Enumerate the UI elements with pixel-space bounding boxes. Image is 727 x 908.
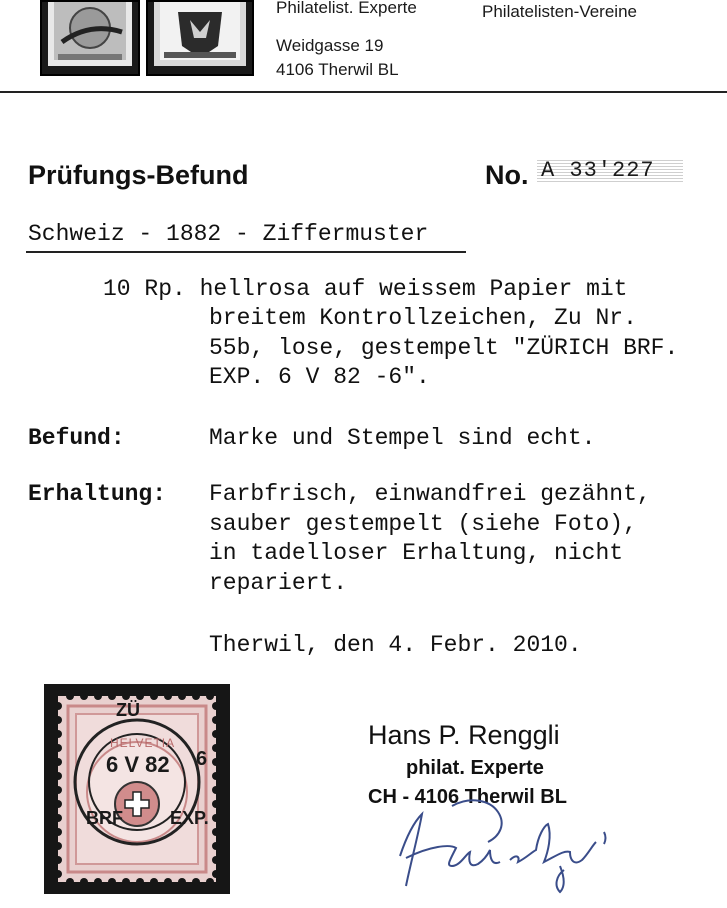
certificate-number-label: No.: [485, 160, 529, 190]
expert-name: Hans P. Renggli: [368, 720, 560, 750]
cancel-number-text: 6: [196, 748, 208, 770]
stamp-photo: [44, 684, 230, 894]
erhaltung-label: Erhaltung:: [28, 481, 167, 507]
stamp-thumbnail-right-icon: [148, 2, 252, 74]
description-line: breitem Kontrollzeichen, Zu Nr.: [209, 305, 637, 331]
erhaltung-line: repariert.: [209, 569, 348, 596]
header-city: 4106 Therwil BL: [276, 60, 399, 79]
handwritten-signature-icon: [360, 796, 620, 896]
befund-label: Befund:: [28, 425, 125, 451]
header-association: Philatelisten-Vereine: [482, 2, 637, 21]
cancel-date-text: 6 V 82: [106, 752, 170, 777]
header-street: Weidgasse 19: [276, 36, 384, 55]
header-divider: [0, 91, 727, 93]
header-stamp-thumbnail-right: [146, 0, 254, 76]
description-block-continued: [209, 304, 678, 393]
befund-text: Marke und Stempel sind echt.: [209, 425, 596, 451]
description-line: 55b, lose, gestempelt "ZÜRICH BRF.: [209, 334, 679, 361]
certificate-title: Prüfungs-Befund: [28, 160, 249, 190]
erhaltung-line: Farbfrisch, einwandfrei gezähnt,: [209, 481, 651, 507]
header-stamp-thumbnail-left: [40, 0, 140, 76]
description-line: 10 Rp. hellrosa auf weissem Papier mit: [103, 276, 628, 302]
expert-title: philat. Experte: [406, 757, 544, 779]
description-block: [103, 275, 628, 305]
certificate-number-value: A 33'227: [537, 158, 683, 184]
header-expert-title: Philatelist. Experte: [276, 0, 417, 17]
stamp-text: HELVETIA: [110, 736, 176, 750]
erhaltung-line: sauber gestempelt (siehe Foto),: [209, 510, 637, 537]
place-date: Therwil, den 4. Febr. 2010.: [209, 632, 582, 658]
expert-address: CH - 4106 Therwil BL: [368, 786, 567, 808]
stamp-thumbnail-left-icon: [42, 2, 138, 74]
erhaltung-block: [209, 480, 651, 598]
cancel-left-text: BRF: [86, 808, 123, 828]
description-line: EXP. 6 V 82 -6".: [209, 364, 430, 390]
cancel-top-text: ZÜ: [116, 700, 140, 720]
subject-underline: [26, 251, 466, 253]
erhaltung-line: in tadelloser Erhaltung, nicht: [209, 540, 624, 566]
cancel-right-text: EXP.: [170, 808, 209, 828]
certificate-subject: Schweiz - 1882 - Ziffermuster: [28, 221, 429, 247]
